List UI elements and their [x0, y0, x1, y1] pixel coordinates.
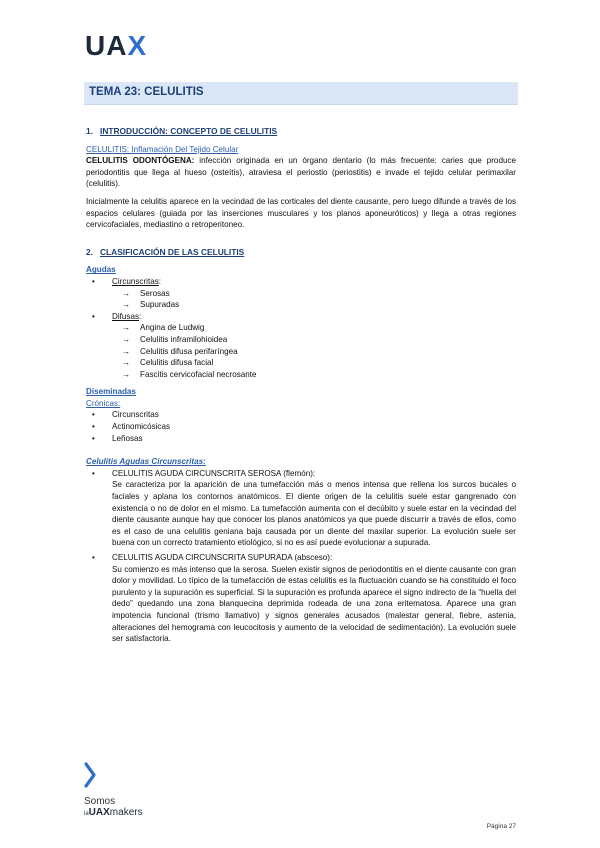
agudas-circunscritas-list — [86, 468, 516, 645]
list-subitem: → Celulitis difusa perifaríngea — [86, 346, 516, 358]
title-bar — [84, 82, 518, 105]
paragraph: Inicialmente la celulitis aparece en la vecindad de las corticales del diente causante, pero luego difunde a través de los espacios celulares (guiada por las inserciones musculares y los planos aponeuróticos) y llega a otras regiones cervicofaciales, mediastino o retroperitoneo. — [86, 196, 516, 230]
list-item-label: Circunscritas — [112, 276, 159, 286]
diseminadas-heading: Diseminadas — [86, 387, 136, 397]
section-1-subheading: CELULITIS: Inflamación Del Tejido Celular — [86, 144, 239, 154]
page-number: Página 27 — [486, 823, 516, 830]
item-heading: • CELULITIS AGUDA CIRCUNSCRITA SEROSA (flemón): — [112, 468, 316, 478]
footer-brand-prefix: la — [84, 811, 89, 817]
section-title: CLASIFICACIÓN DE LAS CELULITIS — [100, 246, 245, 257]
agudas-list — [86, 276, 516, 380]
footer-brand-bold: UAX — [88, 807, 110, 818]
list-subitem: → Celulitis difusa facial — [86, 357, 516, 369]
list-subitem: → Serosas — [86, 288, 516, 300]
section-title: INTRODUCCIÓN: CONCEPTO DE CELULITIS — [100, 126, 278, 136]
document-body — [86, 126, 516, 645]
footer-brand — [84, 796, 143, 820]
uax-logo — [85, 30, 147, 62]
list-subitem: → Celulitis inframilohioidea — [86, 334, 516, 346]
footer-brand-line1: Somos — [84, 796, 116, 807]
section-number: 1. — [86, 126, 93, 136]
agudas-heading: Agudas — [86, 265, 116, 275]
paragraph-text: infección originada en un órgano dentario (lo más frecuente: caries que produce periodontitis que llega al hueso (osteítis), atraviesa el periostio (periostitis) e invade el tejido celular perimaxilar (celulitis). — [86, 156, 516, 189]
item-body: Se caracteriza por la aparición de una tumefacción más o menos intensa que rellena los surcos bucales o faciales y aplana los contornos anatómicos. El diente origen de la celulitis suele estar gangrenado con existencia o no de dolor en el mismo. La tumefacción aumenta con el decúbito y suele estar en la vecindad del diente causante aunque hay que conocer los planos anatómicos ya que puede discurrir a través de ellos, como es el caso de una celulitis geniana baja causada por un diente del maxilar superior. La evolución suele ser buena con un correcto tratamiento etiológico, si no es así puede evolucionar a supurada. — [112, 480, 516, 548]
list-item: • Actinomicósicas — [86, 421, 516, 433]
cronicas-list — [86, 409, 516, 444]
list-subitem: → Supuradas — [86, 299, 516, 311]
logo-text: UA — [85, 30, 128, 61]
section-1-heading — [86, 126, 516, 138]
list-item — [86, 552, 516, 645]
list-item: • Circunscritas — [86, 409, 516, 421]
list-item: • Circunscritas: — [86, 276, 516, 288]
footer-brand-thin: makers — [109, 807, 143, 818]
item-heading: • CELULITIS AGUDA CIRCUNSCRITA SUPURADA (absceso): — [112, 553, 333, 562]
list-item — [86, 468, 516, 549]
page-title: TEMA 23: CELULITIS — [89, 86, 204, 98]
list-subitem: → Fascitis cervicofacial necrosante — [86, 369, 516, 381]
chevron-right-icon — [84, 762, 98, 788]
section-number: 2. — [86, 246, 93, 257]
list-item-label: Difusas — [112, 311, 139, 321]
agudas-circunscritas-heading: Celulitis Agudas Circunscritas: — [86, 457, 206, 467]
list-item: • Difusas: — [86, 311, 516, 323]
logo-accent: X — [127, 30, 148, 61]
section-2-heading — [86, 247, 516, 259]
list-item: • Leñosas — [86, 433, 516, 445]
item-body: Su comienzo es más intenso que la serosa. Suelen existir signos de periodontitis en el diente causante con gran dolor y movilidad. Lo típico de la tumefacción de estas celulitis es la fluctuación cuando se ha constituido el foco purulento y la supuración es superficial. Si la supuración es profunda aparece el signo indirecto de la “huella del dedo” quedando una zona blanquecina deprimida rodeada de una zona eritematosa. Aparece una gran impotencia funcional (trismo llamativo) y signos generales acusados (malestar general, fiebre, astenia, alteraciones del hemograma con leucocitosis y aumento de la velocidad de sedimentación). La evolución suele ser satisfactoria. — [112, 564, 516, 644]
paragraph — [86, 155, 516, 190]
list-subitem: → Angina de Ludwig — [86, 322, 516, 334]
cronicas-heading: Crónicas: — [86, 398, 121, 408]
paragraph-lead: CELULITIS ODONTÓGENA: — [86, 156, 195, 166]
